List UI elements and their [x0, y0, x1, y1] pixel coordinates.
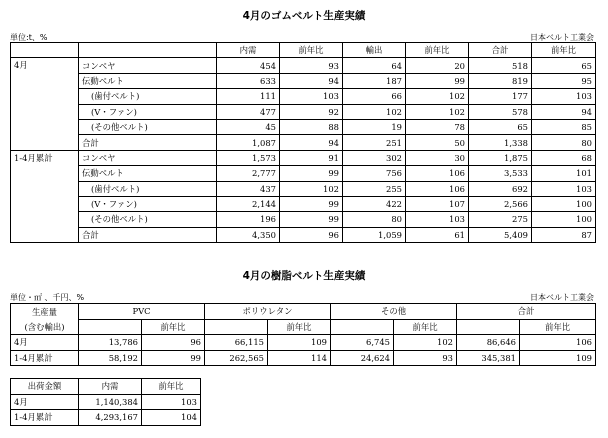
row-label: 4月	[11, 394, 79, 410]
value-cell: 94	[280, 73, 343, 88]
value-cell: 106	[520, 335, 596, 351]
table-row	[11, 196, 596, 211]
value-cell: 103	[280, 89, 343, 104]
value-cell: 477	[217, 104, 280, 119]
value-cell: 87	[532, 227, 596, 242]
resin-subheader-yoy: 前年比	[142, 319, 205, 335]
table-row	[11, 350, 596, 366]
value-cell: 819	[469, 73, 532, 88]
value-cell: 4,350	[217, 227, 280, 242]
table-row	[11, 394, 201, 410]
resin-title: 4月の樹脂ベルト生産実績	[242, 270, 366, 282]
resin-subheader-yoy: 前年比	[520, 319, 596, 335]
value-cell: 99	[142, 350, 205, 366]
shipment-header-cell: 出荷金額	[11, 379, 79, 395]
value-cell: 99	[280, 166, 343, 181]
value-cell: 96	[280, 227, 343, 242]
value-cell: 13,786	[79, 335, 142, 351]
row-label: (歯付ベルト)	[79, 181, 217, 196]
value-cell: 103	[532, 181, 596, 196]
resin-category-polyurethane: ポリウレタン	[205, 304, 331, 320]
resin-subheader-blank	[331, 319, 394, 335]
value-cell: 578	[469, 104, 532, 119]
value-cell: 2,566	[469, 196, 532, 211]
value-cell: 99	[406, 73, 469, 88]
resin-table	[10, 303, 596, 366]
value-cell: 88	[280, 119, 343, 134]
value-cell: 86,646	[457, 335, 520, 351]
resin-subheader-row	[11, 319, 596, 335]
value-cell: 93	[394, 350, 457, 366]
value-cell: 454	[217, 58, 280, 73]
value-cell: 107	[406, 196, 469, 211]
value-cell: 100	[532, 212, 596, 227]
rubber-header-cell: 前年比	[280, 43, 343, 58]
shipment-table	[10, 378, 201, 426]
rubber-header-cell: 前年比	[532, 43, 596, 58]
row-label: (V・ファン)	[79, 196, 217, 211]
value-cell: 102	[280, 181, 343, 196]
value-cell: 20	[406, 58, 469, 73]
table-row	[11, 119, 596, 134]
value-cell: 58,192	[79, 350, 142, 366]
value-cell: 111	[217, 89, 280, 104]
table-row	[11, 166, 596, 181]
value-cell: 78	[406, 119, 469, 134]
value-cell: 692	[469, 181, 532, 196]
value-cell: 255	[343, 181, 406, 196]
value-cell: 68	[532, 150, 596, 165]
shipment-header-row	[11, 379, 201, 395]
rubber-header-row	[11, 43, 596, 58]
value-cell: 1,875	[469, 150, 532, 165]
resin-corner-top: 生産量	[11, 304, 79, 320]
table-row	[11, 212, 596, 227]
resin-subheader-blank	[79, 319, 142, 335]
value-cell: 756	[343, 166, 406, 181]
row-label: コンベヤ	[79, 58, 217, 73]
value-cell: 94	[532, 104, 596, 119]
resin-org: 日本ベルト工業会	[530, 293, 594, 302]
row-label: 伝動ベルト	[79, 73, 217, 88]
value-cell: 102	[394, 335, 457, 351]
table-row	[11, 227, 596, 242]
value-cell: 275	[469, 212, 532, 227]
resin-subheader-blank	[457, 319, 520, 335]
value-cell: 518	[469, 58, 532, 73]
rubber-header-cell: 内需	[217, 43, 280, 58]
value-cell: 1,087	[217, 135, 280, 150]
rubber-header-cell: 輸出	[343, 43, 406, 58]
row-label: 4月	[11, 335, 79, 351]
period-label: 1-4月累計	[11, 150, 79, 242]
value-cell: 1,338	[469, 135, 532, 150]
row-label: 伝動ベルト	[79, 166, 217, 181]
table-row	[11, 58, 596, 73]
value-cell: 106	[406, 166, 469, 181]
value-cell: 24,624	[331, 350, 394, 366]
rubber-unit: 単位:t、%	[10, 33, 48, 42]
value-cell: 92	[280, 104, 343, 119]
row-label: (歯付ベルト)	[79, 89, 217, 104]
table-row	[11, 335, 596, 351]
value-cell: 102	[343, 104, 406, 119]
resin-category-pvc: PVC	[79, 304, 205, 320]
period-label: 4月	[11, 58, 79, 150]
value-cell: 65	[532, 58, 596, 73]
value-cell: 6,745	[331, 335, 394, 351]
resin-corner-bottom: (含む輸出)	[11, 319, 79, 335]
row-label: (その他ベルト)	[79, 119, 217, 134]
rubber-org: 日本ベルト工業会	[530, 33, 594, 42]
table-row	[11, 135, 596, 150]
value-cell: 1,140,384	[79, 394, 142, 410]
table-row	[11, 104, 596, 119]
row-label: (その他ベルト)	[79, 212, 217, 227]
row-label: コンベヤ	[79, 150, 217, 165]
value-cell: 99	[280, 212, 343, 227]
value-cell: 2,777	[217, 166, 280, 181]
value-cell: 64	[343, 58, 406, 73]
value-cell: 251	[343, 135, 406, 150]
value-cell: 95	[532, 73, 596, 88]
value-cell: 66,115	[205, 335, 268, 351]
value-cell: 2,144	[217, 196, 280, 211]
value-cell: 80	[343, 212, 406, 227]
value-cell: 91	[280, 150, 343, 165]
value-cell: 61	[406, 227, 469, 242]
value-cell: 633	[217, 73, 280, 88]
resin-category-total: 合計	[457, 304, 596, 320]
value-cell: 187	[343, 73, 406, 88]
value-cell: 114	[268, 350, 331, 366]
table-row	[11, 181, 596, 196]
value-cell: 103	[406, 212, 469, 227]
shipment-header-cell: 前年比	[142, 379, 201, 395]
value-cell: 30	[406, 150, 469, 165]
resin-subheader-yoy: 前年比	[394, 319, 457, 335]
value-cell: 109	[520, 350, 596, 366]
value-cell: 19	[343, 119, 406, 134]
value-cell: 80	[532, 135, 596, 150]
table-row	[11, 410, 201, 426]
value-cell: 100	[532, 196, 596, 211]
value-cell: 422	[343, 196, 406, 211]
table-row	[11, 73, 596, 88]
resin-header-row	[11, 304, 596, 320]
shipment-header-cell: 内需	[79, 379, 142, 395]
value-cell: 101	[532, 166, 596, 181]
value-cell: 196	[217, 212, 280, 227]
rubber-title: 4月のゴムベルト生産実績	[242, 10, 366, 22]
value-cell: 102	[406, 89, 469, 104]
rubber-header-corner	[79, 43, 217, 58]
value-cell: 45	[217, 119, 280, 134]
value-cell: 94	[280, 135, 343, 150]
rubber-header-corner	[11, 43, 79, 58]
value-cell: 102	[406, 104, 469, 119]
resin-subheader-blank	[205, 319, 268, 335]
value-cell: 1,059	[343, 227, 406, 242]
value-cell: 345,381	[457, 350, 520, 366]
row-label: 1-4月累計	[11, 350, 79, 366]
table-row	[11, 150, 596, 165]
resin-subheader-yoy: 前年比	[268, 319, 331, 335]
row-label: 合計	[79, 135, 217, 150]
value-cell: 262,565	[205, 350, 268, 366]
row-label: (V・ファン)	[79, 104, 217, 119]
value-cell: 99	[280, 196, 343, 211]
value-cell: 106	[406, 181, 469, 196]
value-cell: 1,573	[217, 150, 280, 165]
value-cell: 103	[532, 89, 596, 104]
value-cell: 66	[343, 89, 406, 104]
value-cell: 103	[142, 394, 201, 410]
value-cell: 65	[469, 119, 532, 134]
value-cell: 3,533	[469, 166, 532, 181]
value-cell: 177	[469, 89, 532, 104]
value-cell: 50	[406, 135, 469, 150]
table-row	[11, 89, 596, 104]
rubber-header-cell: 前年比	[406, 43, 469, 58]
value-cell: 104	[142, 410, 201, 426]
rubber-header-cell: 合計	[469, 43, 532, 58]
value-cell: 5,409	[469, 227, 532, 242]
row-label: 1-4月累計	[11, 410, 79, 426]
resin-unit: 単位・㎡ 、千円、%	[10, 293, 85, 302]
value-cell: 96	[142, 335, 205, 351]
value-cell: 437	[217, 181, 280, 196]
value-cell: 93	[280, 58, 343, 73]
value-cell: 302	[343, 150, 406, 165]
value-cell: 109	[268, 335, 331, 351]
resin-category-other: その他	[331, 304, 457, 320]
row-label: 合計	[79, 227, 217, 242]
value-cell: 85	[532, 119, 596, 134]
value-cell: 4,293,167	[79, 410, 142, 426]
rubber-table	[10, 42, 596, 243]
